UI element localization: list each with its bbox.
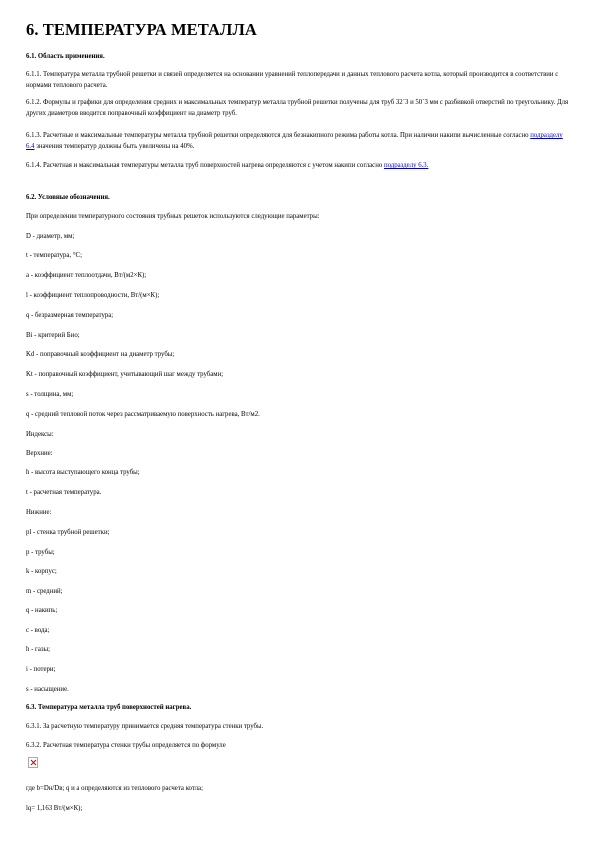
lower-index-item: k - корпус; (26, 568, 57, 575)
param-item: t - температура, °С; (26, 252, 82, 259)
page-title: 6. ТЕМПЕРАТУРА МЕТАЛЛА (26, 20, 257, 39)
paragraph-6-3-1: 6.3.1. За расчетную температуру принимается средняя температура стенки трубы. (26, 723, 264, 730)
lambda-value: lq= 1,163 Вт/(м×К); (26, 805, 83, 812)
paragraph-6-1-3-text-b: значения температур должны быть увеличены на 40%. (36, 142, 195, 150)
broken-image-icon (28, 757, 38, 768)
paragraph-6-1-4-text: 6.1.4. Расчетная и максимальная температуры металла труб поверхностей нагрева определяются с учетом накипи согласно (26, 162, 383, 169)
param-item: l - коэффициент теплопроводности, Вт/(м×К); (26, 292, 160, 299)
section-heading-6-1: 6.1. Область применения. (26, 53, 105, 60)
lower-index-item: s - насыщение. (26, 686, 69, 693)
paragraph-6-1-4 (26, 161, 571, 172)
paragraph-6-1-3 (26, 131, 571, 152)
link-subsection-6-3[interactable]: подразделу 6.3. (383, 162, 429, 169)
param-item: Kd - поправочный коэффициент на диаметр трубы; (26, 351, 175, 358)
indices-label: Индексы: (26, 431, 54, 438)
formula-where: где b=Dн/Dв; q и a определяются из теплового расчета котла; (26, 785, 203, 792)
link-subsection-6-4[interactable]: подразделу 6.4 (26, 132, 563, 150)
lower-index-item: i - потери; (26, 666, 56, 673)
paragraph-6-1-3-text-a: 6.1.3. Расчетные и максимальные температуры металла трубной решетки определяются для безнакипного режима работы котла. При наличии накипи вычисленные согласно (26, 132, 529, 139)
param-item: D - диаметр, мм; (26, 233, 75, 240)
upper-index-item: h - высота выступающего конца трубы; (26, 469, 140, 476)
param-item: q - безразмерная температура; (26, 312, 114, 319)
lower-index-item: h - газы; (26, 646, 51, 653)
lower-index-item: q - накипь; (26, 607, 58, 614)
section-heading-6-3: 6.3. Температура металла труб поверхностей нагрева. (26, 704, 192, 711)
param-item: q - средний тепловой поток через рассматриваемую поверхность нагрева, Вт/м2. (26, 411, 260, 418)
param-item: a - коэффициент теплоотдачи, Вт/(м2×К); (26, 272, 147, 279)
lower-index-item: pl - стенка трубной решетки; (26, 529, 110, 536)
upper-index-item: t - расчетная температура. (26, 489, 102, 496)
param-item: s - толщина, мм; (26, 391, 74, 398)
params-intro: При определении температурного состояния трубных решеток используются следующие параметры: (26, 213, 320, 220)
paragraph-6-1-2: 6.1.2. Формулы и графики для определения средних и максимальных температур металла трубной решетки получены для труб 32´3 и 50´3 мм с разбивкой отверстий по треугольнику. Для других диаметров вводится поправочный коэффициент на диаметр труб. (26, 99, 569, 117)
paragraph-6-1-1: 6.1.1. Температура металла трубной решетки и связей определяется на основании уравнений теплопередачи и данных теплового расчета котла, который производится в соответствии с нормами теплового расчета. (26, 71, 559, 89)
lower-index-item: p - трубы; (26, 549, 55, 556)
paragraph-6-3-2: 6.3.2. Расчетная температура стенки трубы определяется по формуле (26, 742, 226, 749)
lower-indices-label: Нижние: (26, 509, 52, 516)
lower-index-item: c - вода; (26, 627, 50, 634)
param-item: Bi - критерий Био; (26, 332, 80, 339)
lower-index-item: m - средний; (26, 588, 63, 595)
upper-indices-label: Верхние: (26, 450, 53, 457)
param-item: Kt - поправочный коэффициент, учитывающий шаг между трубами; (26, 371, 224, 378)
section-heading-6-2: 6.2. Условные обозначения. (26, 194, 110, 201)
